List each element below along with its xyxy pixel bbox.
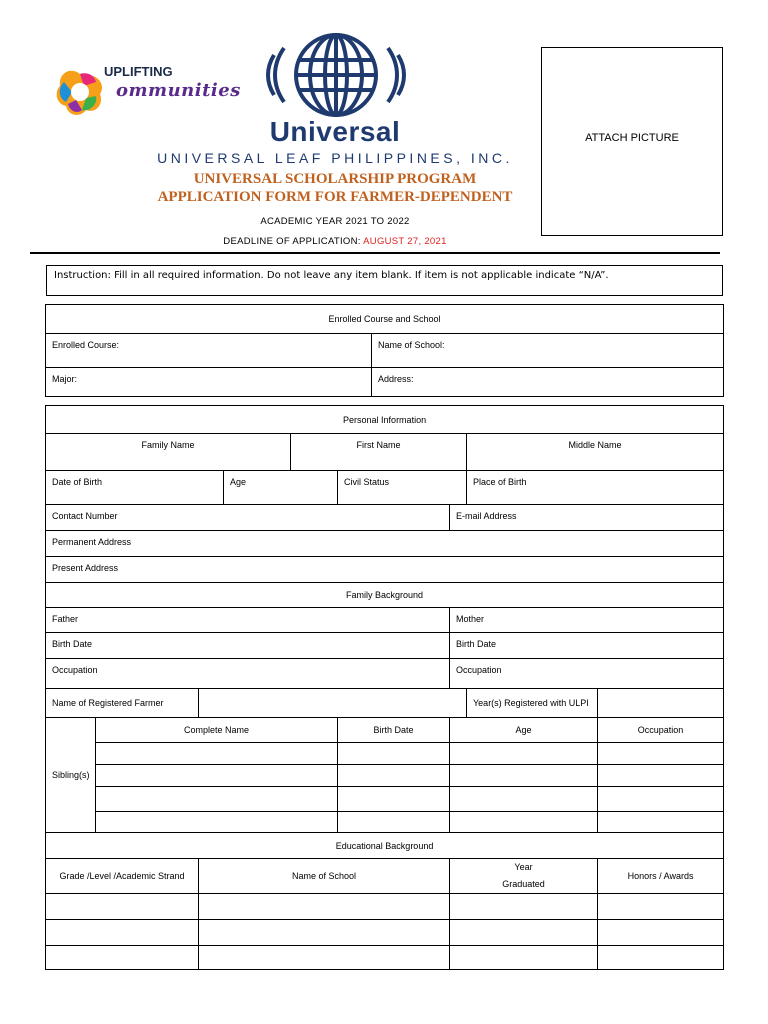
sibling-occupation-header: Occupation bbox=[598, 718, 724, 743]
honors-header: Honors / Awards bbox=[598, 859, 724, 894]
siblings-label-cell bbox=[46, 718, 96, 833]
father-occupation-label: Occupation bbox=[52, 665, 98, 675]
civil-status-label: Civil Status bbox=[344, 477, 390, 487]
email-field[interactable] bbox=[450, 505, 724, 531]
enrolled-course-field[interactable] bbox=[46, 334, 372, 368]
sibling-birth-date-header: Birth Date bbox=[338, 718, 450, 743]
sibling-row bbox=[46, 787, 724, 812]
school-name-label: Name of School: bbox=[378, 340, 445, 350]
enrolled-section-title: Enrolled Course and School bbox=[46, 305, 724, 334]
sibling-name-field[interactable] bbox=[96, 787, 338, 812]
uplifting-text: UPLIFTING bbox=[104, 64, 173, 79]
sibling-row bbox=[46, 743, 724, 765]
first-name-label: First Name bbox=[356, 440, 401, 450]
sibling-birth-date-field[interactable] bbox=[338, 743, 450, 765]
edu-grade-field[interactable] bbox=[46, 920, 199, 946]
registered-farmer-label: Name of Registered Farmer bbox=[52, 698, 164, 708]
graduated-label: Graduated bbox=[502, 879, 545, 889]
sibling-row bbox=[46, 812, 724, 833]
registered-farmer-label-cell bbox=[46, 689, 199, 718]
major-label: Major: bbox=[52, 374, 78, 384]
enrolled-course-label: Enrolled Course: bbox=[52, 340, 120, 350]
instruction-text: Instruction: Fill in all required information. Do not leave any item blank. If item is not applicable indicate “N/A”. bbox=[54, 270, 609, 281]
edu-year-field[interactable] bbox=[450, 946, 598, 970]
permanent-address-label: Permanent Address bbox=[52, 537, 132, 547]
civil-status-field[interactable] bbox=[338, 471, 467, 505]
age-label: Age bbox=[230, 477, 247, 487]
sibling-age-field[interactable] bbox=[450, 743, 598, 765]
place-of-birth-field[interactable] bbox=[467, 471, 724, 505]
edu-grade-field[interactable] bbox=[46, 894, 199, 920]
uplifting-communities-logo bbox=[50, 62, 241, 122]
deadline-line bbox=[170, 236, 500, 247]
attach-picture-box[interactable] bbox=[541, 47, 723, 236]
deadline-label: DEADLINE OF APPLICATION: bbox=[223, 236, 364, 247]
sibling-row bbox=[46, 765, 724, 787]
place-of-birth-label: Place of Birth bbox=[473, 477, 527, 487]
mother-label: Mother bbox=[456, 614, 485, 624]
grade-level-header: Grade /Level /Academic Strand bbox=[46, 859, 199, 894]
personal-family-table bbox=[45, 405, 724, 970]
age-field[interactable] bbox=[224, 471, 338, 505]
edu-grade-field[interactable] bbox=[46, 946, 199, 970]
sibling-age-field[interactable] bbox=[450, 787, 598, 812]
family-section-title: Family Background bbox=[46, 583, 724, 608]
siblings-label: Sibling(s) bbox=[52, 770, 90, 780]
sibling-name-field[interactable] bbox=[96, 765, 338, 787]
address-label: Address: bbox=[378, 374, 414, 384]
mother-birth-date-field[interactable] bbox=[450, 633, 724, 659]
edu-year-field[interactable] bbox=[450, 894, 598, 920]
sibling-name-field[interactable] bbox=[96, 812, 338, 833]
major-field[interactable] bbox=[46, 368, 372, 397]
sibling-occupation-field[interactable] bbox=[598, 787, 724, 812]
school-name-field[interactable] bbox=[372, 334, 724, 368]
mother-birth-date-label: Birth Date bbox=[456, 639, 497, 649]
communities-text: ommunities bbox=[116, 80, 241, 101]
education-row bbox=[46, 894, 724, 920]
registered-farmer-field[interactable] bbox=[199, 689, 467, 718]
father-occupation-field[interactable] bbox=[46, 659, 450, 689]
enrolled-course-table bbox=[45, 304, 724, 397]
form-title: APPLICATION FORM FOR FARMER-DEPENDENT bbox=[157, 189, 513, 205]
sibling-age-field[interactable] bbox=[450, 765, 598, 787]
personal-section-title: Personal Information bbox=[46, 406, 724, 434]
date-of-birth-label: Date of Birth bbox=[52, 477, 103, 487]
edu-school-field[interactable] bbox=[199, 894, 450, 920]
address-field[interactable] bbox=[372, 368, 724, 397]
edu-school-field[interactable] bbox=[199, 920, 450, 946]
first-name-field[interactable] bbox=[291, 434, 467, 471]
contact-number-label: Contact Number bbox=[52, 511, 118, 521]
father-birth-date-field[interactable] bbox=[46, 633, 450, 659]
academic-year: ACADEMIC YEAR 2021 TO 2022 bbox=[260, 216, 410, 227]
middle-name-label: Middle Name bbox=[568, 440, 622, 450]
education-row bbox=[46, 920, 724, 946]
attach-picture-label: ATTACH PICTURE bbox=[585, 132, 679, 144]
edu-honors-field[interactable] bbox=[598, 920, 724, 946]
edu-honors-field[interactable] bbox=[598, 946, 724, 970]
father-field[interactable] bbox=[46, 608, 450, 633]
sibling-occupation-field[interactable] bbox=[598, 743, 724, 765]
education-row bbox=[46, 946, 724, 970]
years-registered-label: Year(s) Registered with ULPI bbox=[473, 698, 589, 708]
present-address-label: Present Address bbox=[52, 563, 119, 573]
education-section-title: Educational Background bbox=[46, 833, 724, 859]
sibling-birth-date-field[interactable] bbox=[338, 787, 450, 812]
years-registered-field[interactable] bbox=[598, 689, 724, 718]
year-graduated-header bbox=[450, 859, 598, 894]
sibling-name-field[interactable] bbox=[96, 743, 338, 765]
father-label: Father bbox=[52, 614, 79, 624]
permanent-address-field[interactable] bbox=[46, 531, 724, 557]
email-label: E-mail Address bbox=[456, 511, 517, 521]
sibling-occupation-field[interactable] bbox=[598, 812, 724, 833]
sibling-complete-name-header: Complete Name bbox=[96, 718, 338, 743]
years-registered-label-cell bbox=[467, 689, 598, 718]
family-name-label: Family Name bbox=[141, 440, 195, 450]
community-logo-icon bbox=[50, 62, 110, 122]
instruction-box bbox=[46, 265, 723, 296]
father-birth-date-label: Birth Date bbox=[52, 639, 93, 649]
family-name-field[interactable] bbox=[46, 434, 291, 471]
middle-name-field[interactable] bbox=[467, 434, 724, 471]
edu-year-field[interactable] bbox=[450, 920, 598, 946]
edu-school-name-header: Name of School bbox=[199, 859, 450, 894]
present-address-field[interactable] bbox=[46, 557, 724, 583]
header-divider bbox=[30, 252, 720, 254]
contact-number-field[interactable] bbox=[46, 505, 450, 531]
universal-globe-icon bbox=[264, 30, 408, 120]
mother-field[interactable] bbox=[450, 608, 724, 633]
sibling-birth-date-field[interactable] bbox=[338, 812, 450, 833]
sibling-occupation-field[interactable] bbox=[598, 765, 724, 787]
sibling-age-field[interactable] bbox=[450, 812, 598, 833]
sibling-birth-date-field[interactable] bbox=[338, 765, 450, 787]
deadline-date: AUGUST 27, 2021 bbox=[363, 236, 447, 247]
company-name: UNIVERSAL LEAF PHILIPPINES, INC. bbox=[157, 150, 513, 166]
edu-school-field[interactable] bbox=[199, 946, 450, 970]
mother-occupation-label: Occupation bbox=[456, 665, 502, 675]
sibling-age-header: Age bbox=[450, 718, 598, 743]
brand-name: Universal bbox=[269, 116, 401, 147]
date-of-birth-field[interactable] bbox=[46, 471, 224, 505]
program-title: UNIVERSAL SCHOLARSHIP PROGRAM bbox=[193, 171, 477, 187]
edu-honors-field[interactable] bbox=[598, 894, 724, 920]
year-label: Year bbox=[514, 862, 533, 872]
mother-occupation-field[interactable] bbox=[450, 659, 724, 689]
